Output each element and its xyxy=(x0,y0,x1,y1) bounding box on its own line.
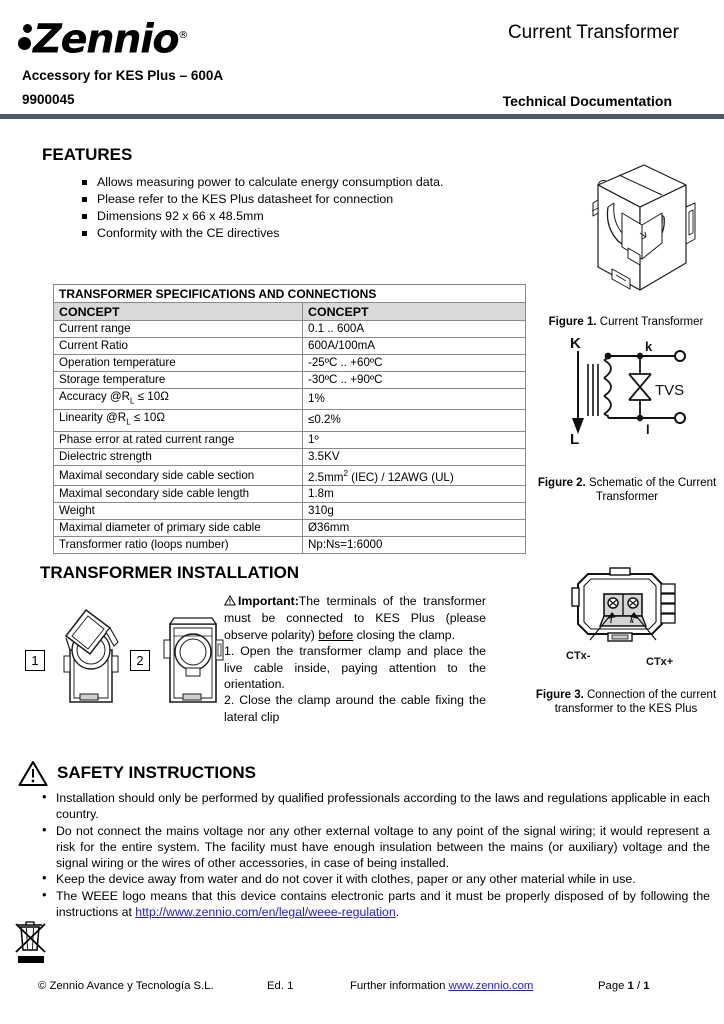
figure-3-caption-text: Connection of the current transformer to the KES Plus xyxy=(554,689,717,715)
table-row xyxy=(54,431,526,448)
cell-value: Np:Ns=1:6000 xyxy=(303,537,526,554)
page-footer xyxy=(0,978,724,1000)
cell-value: 600A/100mA xyxy=(303,338,526,355)
list-item: Please refer to the KES Plus datasheet for connection xyxy=(80,191,520,208)
footer-further-info-label: Further information xyxy=(350,980,449,992)
safety-instructions-list xyxy=(38,790,710,920)
cell-value: 0.1 .. 600A xyxy=(303,321,526,338)
product-code-label: 9900045 xyxy=(22,92,75,107)
footer-page-current: 1 xyxy=(627,980,634,992)
table-row xyxy=(54,503,526,520)
table-row xyxy=(54,372,526,389)
list-item: • Do not connect the mains voltage nor any other external voltage to any point of the signal wiring; it would represent a risk for the entire system. The facility must have enough insulation between the mains (or auxiliary) voltage and the signal wiring or the wires of other accessories, in case of being installed. xyxy=(38,823,710,872)
cell-value: ≤0.2% xyxy=(303,410,526,431)
step-2-diagram xyxy=(156,606,232,710)
figure-3-caption xyxy=(530,688,722,716)
installation-heading: TRANSFORMER INSTALLATION xyxy=(40,563,300,582)
cell-concept: Operation temperature xyxy=(54,355,303,372)
table-row xyxy=(54,537,526,554)
column-header-value: CONCEPT xyxy=(303,303,526,321)
step-1-diagram xyxy=(48,598,130,710)
table-title-row xyxy=(54,285,526,303)
safety-heading: SAFETY INSTRUCTIONS xyxy=(57,763,256,782)
svg-text:TVS: TVS xyxy=(655,382,685,399)
svg-text:CTx+: CTx+ xyxy=(646,656,674,668)
important-body-a: The terminals of the transformer must be connected to KES Plus (please observe polarity) xyxy=(224,594,486,642)
footer-page-number xyxy=(598,980,650,992)
cell-concept: Maximal diameter of primary side cable xyxy=(54,520,303,537)
footer-edition: Ed. 1 xyxy=(267,980,294,992)
features-list xyxy=(80,174,520,242)
header-divider-bar xyxy=(0,114,724,119)
svg-text:CTx-: CTx- xyxy=(566,650,591,662)
cell-concept: Phase error at rated current range xyxy=(54,431,303,448)
installation-step-1-text: 1. Open the transformer clamp and place the live cable inside, paying attention to the orientation. xyxy=(224,644,486,692)
list-item xyxy=(38,888,710,921)
cell-concept: Dielectric strength xyxy=(54,448,303,465)
cell-concept: Storage temperature xyxy=(54,372,303,389)
table-row xyxy=(54,486,526,503)
figure-1-caption-text: Current Transformer xyxy=(599,316,704,328)
footer-page-label: Page xyxy=(598,980,628,992)
figure-3-image xyxy=(548,562,708,689)
document-type-label: Technical Documentation xyxy=(502,93,672,109)
figure-3-label: Figure 3. xyxy=(535,689,584,701)
important-underline: before xyxy=(318,627,354,642)
cell-concept: Transformer ratio (loops number) xyxy=(54,537,303,554)
table-row xyxy=(54,321,526,338)
warning-triangle-icon xyxy=(224,594,236,610)
features-heading: FEATURES xyxy=(42,145,133,164)
logo-dots-icon xyxy=(18,16,34,56)
cell-value: 310g xyxy=(303,503,526,520)
weee-text-suffix: . xyxy=(395,905,400,920)
cell-value: 3.5KV xyxy=(303,448,526,465)
zennio-website-link[interactable]: www.zennio.com xyxy=(448,980,534,992)
table-row xyxy=(54,338,526,355)
table-title-cell: TRANSFORMER SPECIFICATIONS AND CONNECTIONS xyxy=(54,285,526,303)
step-2-badge: 2 xyxy=(130,650,150,671)
weee-text-prefix: The WEEE logo means that this device contains electronic parts and it must be properly disposed of by following the instructions at xyxy=(56,888,710,920)
table-row xyxy=(54,448,526,465)
figure-2-image xyxy=(556,338,711,475)
table-header-row xyxy=(54,303,526,321)
table-row xyxy=(54,389,526,410)
logo-registered-mark: ® xyxy=(178,30,187,41)
zennio-logo xyxy=(18,16,187,63)
cell-concept: Maximal secondary side cable section xyxy=(54,465,303,486)
table-row xyxy=(54,465,526,486)
cell-concept: Maximal secondary side cable length xyxy=(54,486,303,503)
column-header-concept: CONCEPT xyxy=(54,303,303,321)
cell-concept: Current Ratio xyxy=(54,338,303,355)
figure-1-image xyxy=(556,155,711,310)
svg-text:k: k xyxy=(645,339,653,354)
important-label: Important: xyxy=(238,594,299,608)
table-row xyxy=(54,410,526,431)
product-line-label: Accessory for KES Plus – 600A xyxy=(22,68,224,83)
weee-bin-icon xyxy=(14,918,48,971)
table-row xyxy=(54,355,526,372)
figure-2-caption-text: Schematic of the Current Transformer xyxy=(588,477,717,503)
list-item: Allows measuring power to calculate energy consumption data. xyxy=(80,174,520,191)
list-item: Dimensions 92 x 66 x 48.5mm xyxy=(80,208,520,225)
svg-text:l: l xyxy=(646,422,650,437)
logo-wordmark xyxy=(33,16,187,63)
installation-step-figures xyxy=(20,598,220,710)
figure-1-label: Figure 1. xyxy=(548,316,597,328)
installation-step-2-text: 2. Close the clamp around the cable fixing the lateral clip xyxy=(224,693,486,724)
figure-2-label: Figure 2. xyxy=(537,477,586,489)
figure-2-caption xyxy=(532,476,722,504)
installation-instructions xyxy=(224,593,486,725)
svg-text:l: l xyxy=(610,616,613,625)
table-row xyxy=(54,520,526,537)
weee-regulation-link[interactable]: http://www.zennio.com/en/legal/weee-regulation xyxy=(135,905,396,920)
list-item: Conformity with the CE directives xyxy=(80,225,520,242)
svg-text:k: k xyxy=(630,616,634,625)
cell-value: -30ºC .. +90ºC xyxy=(303,372,526,389)
cell-value: 1.8m xyxy=(303,486,526,503)
step-1-badge: 1 xyxy=(25,650,45,671)
cell-value: $2.5mm^2$ (IEC) / 12AWG (UL) xyxy=(303,465,526,486)
page-header xyxy=(0,0,724,118)
important-body-b: closing the clamp. xyxy=(353,627,456,642)
figure-1-caption xyxy=(530,315,722,329)
cell-value: -25ºC .. +60ºC xyxy=(303,355,526,372)
cell-concept: Current range xyxy=(54,321,303,338)
document-title: Current Transformer xyxy=(507,22,679,43)
footer-further-information xyxy=(350,980,533,992)
cell-value: 1º xyxy=(303,431,526,448)
footer-page-separator: / xyxy=(633,980,644,992)
cell-concept: Linearity $@R_L \le 10\Omega$ xyxy=(54,410,303,431)
svg-text:K: K xyxy=(570,338,581,352)
cell-concept: Weight xyxy=(54,503,303,520)
safety-warning-triangle-icon xyxy=(18,760,48,792)
footer-copyright: © Zennio Avance y Tecnología S.L. xyxy=(38,980,214,992)
cell-concept: Accuracy $@R_L \le 10\Omega$ xyxy=(54,389,303,410)
cell-value: 1% xyxy=(303,389,526,410)
logo-wordmark-text: Zennio xyxy=(33,16,179,63)
list-item: • Installation should only be performed by qualified professionals according to the laws and regulations applicable in each country. xyxy=(38,790,710,823)
list-item: • Keep the device away from water and do not cover it with clothes, paper or any other material while in use. xyxy=(38,871,710,887)
svg-text:L: L xyxy=(570,431,580,448)
transformer-specifications-table xyxy=(53,284,526,554)
cell-value: Ø36mm xyxy=(303,520,526,537)
footer-page-total: 1 xyxy=(643,980,650,992)
